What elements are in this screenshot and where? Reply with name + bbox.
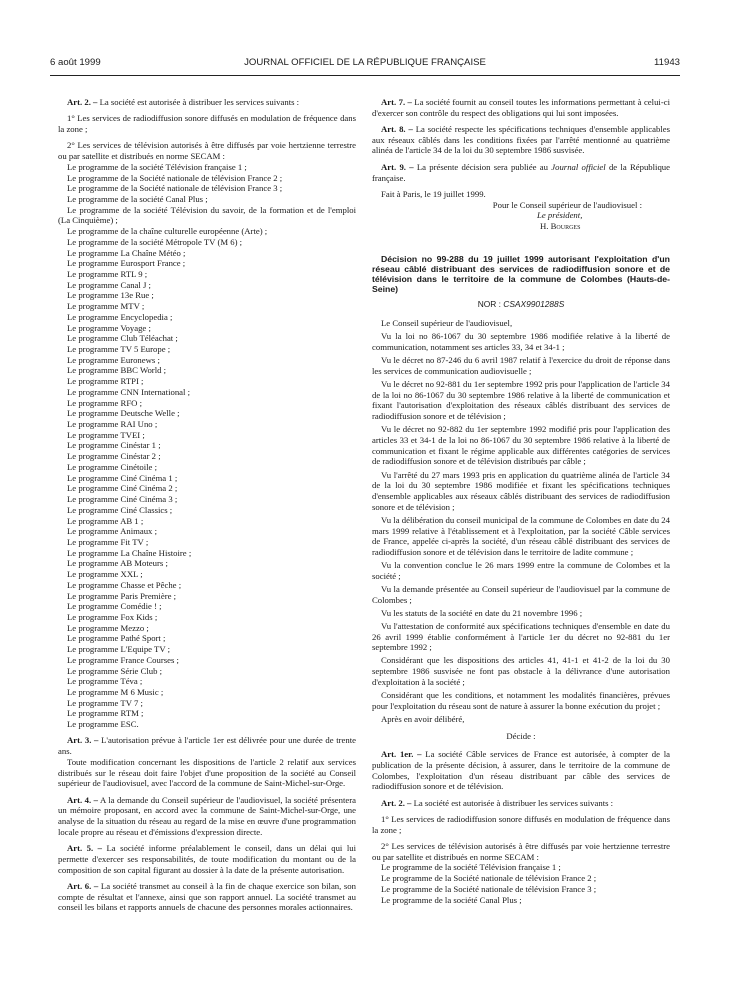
programme-item: Le programme Téva ; (67, 676, 143, 687)
programme-item: Le programme Encyclopedia ; (67, 311, 173, 322)
visa-item: Considérant que les dispositions des articles 41, 41-1 et 41-2 de la loi du 30 septembre 1986 susvisée ne font pas obstacle à la délivrance d'une autorisation d'exploitation à la société ; (372, 655, 670, 687)
programme-item: Le programme Voyage ; (67, 322, 151, 333)
programme-item: Le programme RTL 9 ; (67, 268, 148, 279)
programme-item: Le programme Série Club ; (67, 665, 163, 676)
programme-item: Le programme de la Société nationale de télévision France 3 ; (67, 183, 283, 194)
page-header (50, 56, 680, 70)
programme-item: Le programme La Chaîne Histoire ; (67, 547, 192, 558)
article-4: Art. 4. – A la demande du Conseil supérieur de l'audiovisuel, la société présentera un mémoire proposant, en accord avec la commune de Saint-Michel-sur-Orge, une analyse de la situation du réseau au regard de la mise en œuvre d'une programmation locale propre au réseau et d'émissions d'expression directe. (58, 794, 357, 837)
programme-item: Le programme Mezzo ; (67, 622, 149, 633)
paragraph-radio-services: 1° Les services de radiodiffusion sonore diffusés en modulation de fréquence dans la zone ; (58, 113, 356, 135)
programme-item: Le programme Fit TV ; (67, 536, 149, 547)
programme-item: Le programme de la Société nationale de télévision France 3 ; (381, 883, 597, 894)
programme-item: Le programme ESC. (67, 719, 139, 730)
programme-item: Le programme Animaux ; (67, 526, 157, 537)
programme-item: Le programme Deutsche Welle ; (67, 408, 180, 419)
signature-role: Le président, (537, 210, 583, 221)
article-6: Art. 6. – La société transmet au conseil à la fin de chaque exercice son bilan, son compte de résultat et l'annexe, ainsi que son rapport annuel. La société transmet au conseil les bilans et rapports annuels de chacune des personnes morales actionnaires. (58, 880, 356, 913)
programme-item: Le programme La Chaîne Météo ; (67, 247, 186, 258)
programme-item: Le programme AB 1 ; (67, 515, 144, 526)
visa-item: Vu le décret no 92-881 du 1er septembre 1992 pris pour l'application de l'article 34 de la loi no 86-1067 du 30 septembre 1986 relative à la liberté de communication et fixant l'autorisation d'exploitation des réseaux câblés distribuant des services de radiodiffusion sonore et de télévision ; (372, 378, 670, 422)
programme-item: Le programme de la société Canal Plus ; (381, 894, 522, 905)
paragraph-tv-services: 2° Les services de télévision autorisés à être diffusés par voie hertzienne terrestre ou par satellite et distribués en norme SECAM : (58, 140, 356, 162)
programme-item: Le programme AB Moteurs ; (67, 558, 168, 569)
programme-item: Le programme MTV ; (67, 301, 145, 312)
visa-item: Considérant que les conditions, et notamment les modalités financières, prévues pour l'exploitation du réseau sont de nature à assurer la bonne exécution du projet ; (372, 689, 670, 711)
programme-item: Le programme Ciné Classics ; (67, 504, 173, 515)
programme-item: Le programme RFO ; (67, 397, 143, 408)
programme-item: Le programme Cinétoile ; (67, 461, 157, 472)
programme-item: Le programme Cinéstar 2 ; (67, 451, 161, 462)
nor-reference: NOR : CSAX9901288S (477, 298, 565, 309)
visa-item: Vu le décret no 87-246 du 6 avril 1987 relatif à l'exercice du droit de réponse dans les services de communication audiovisuelle ; (372, 355, 670, 376)
programme-item: Le programme de la Société nationale de télévision France 2 ; (381, 873, 597, 884)
paragraph-tv-services-right: 2° Les services de télévision autorisés à être diffusés par voie hertzienne terrestre ou par satellite et distribués en norme SECAM : (372, 840, 670, 862)
visa-list (372, 318, 670, 724)
programme-item: Le programme Comédie ! ; (67, 601, 162, 612)
article-3-paragraph-2: Toute modification concernant les dispositions de l'article 2 relatif aux services distribués sur le réseau doit faire l'objet d'une proposition de la société au Conseil supérieur de l'audiovisuel, avec l'accord de la commune de Saint-Michel-sur-Orge. (58, 756, 356, 789)
programme-list-right (372, 862, 670, 905)
visa-item: Vu la convention conclue le 26 mars 1999 entre la commune de Colombes et la société ; (372, 560, 670, 581)
article-2-right: Art. 2. – La société est autorisée à distribuer les services suivants : (381, 797, 614, 808)
programme-item: Le programme Paris Première ; (67, 590, 177, 601)
programme-item: Le programme France Courses ; (67, 654, 179, 665)
programme-item: Le programme de la société Canal Plus ; (67, 193, 208, 204)
left-column (58, 97, 356, 913)
programme-item: Le programme Fox Kids ; (67, 611, 158, 622)
visa-item: Après en avoir délibéré, (381, 713, 465, 724)
programme-item: Le programme de la société Télévision française 1 ; (67, 161, 247, 172)
programme-item: Le programme de la chaîne culturelle européenne (Arte) ; (67, 226, 268, 237)
programme-item: Le programme BBC World ; (67, 365, 167, 376)
visa-item: Le Conseil supérieur de l'audiovisuel, (381, 318, 513, 329)
header-journal-title: JOURNAL OFFICIEL DE LA RÉPUBLIQUE FRANÇAISE (244, 57, 486, 68)
visa-item: Vu le décret no 92-882 du 1er septembre 1992 modifié pris pour l'application des articles 33 et 34-1 de la loi no 86-1067 du 30 septembre 1986 relative à la liberté de communication et fixant le régime applicable aux différentes catégories de services de radiodiffusion sonore et de télévision distribués par câble ; (372, 424, 670, 467)
programme-item: Le programme L'Equipe TV ; (67, 644, 171, 655)
right-column (372, 97, 670, 905)
programme-item: Le programme TVEI ; (67, 429, 145, 440)
programme-list-left (58, 162, 356, 730)
programme-item: Le programme de la société Télévision française 1 ; (381, 862, 561, 873)
programme-item: Le programme Pathé Sport ; (67, 633, 166, 644)
programme-item: Le programme Eurosport France ; (67, 258, 186, 269)
programme-item: Le programme RAI Uno ; (67, 419, 158, 430)
programme-item: Le programme Ciné Cinéma 2 ; (67, 483, 178, 494)
programme-item: Le programme de la société Métropole TV (M 6) ; (67, 236, 243, 247)
programme-item: Le programme Ciné Cinéma 3 ; (67, 494, 178, 505)
programme-item: Le programme XXL ; (67, 569, 143, 580)
signature-pour: Pour le Conseil supérieur de l'audiovisuel : (492, 199, 642, 210)
paragraph-radio-services-right: 1° Les services de radiodiffusion sonore diffusés en modulation de fréquence dans la zone ; (372, 813, 670, 835)
visa-item: Vu l'arrêté du 27 mars 1993 pris en application du quatrième alinéa de l'article 34 de la loi du 30 septembre 1986 modifiée et fixant les spécifications techniques d'ensemble applicables aux réseaux câblés distribuant des services de radiodiffusion sonore et de télévision ; (372, 469, 670, 512)
visa-item: Vu la loi no 86-1067 du 30 septembre 1986 modifiée relative à la liberté de communication, notamment ses articles 33, 34 et 34-1 ; (372, 331, 670, 353)
header-page-number: 11943 (654, 57, 680, 68)
programme-item: Le programme de la société Télévision du savoir, de la formation et de l'emploi (La Cinquième) ; (58, 204, 356, 226)
article-2-left: Art. 2. – La société est autorisée à distribuer les services suivants : (67, 97, 300, 107)
article-8: Art. 8. – La société respecte les spécifications techniques d'ensemble applicables aux réseaux câblés dans les conditions fixées par l'arrêté mentionné au quatrième alinéa de l'article 34 de la loi du 30 septembre 1986 susvisée. (372, 124, 670, 156)
decision-title: Décision no 99-288 du 19 juillet 1999 autorisant l'exploitation d'un réseau câblé distribuant des services de radiodiffusion sonore et de télévision dans le territoire de la commune de Colombes (Hauts-de-Seine) (372, 253, 670, 295)
visa-item: Vu la demande présentée au Conseil supérieur de l'audiovisuel par la commune de Colombes ; (372, 583, 670, 605)
programme-item: Le programme RTPI ; (67, 376, 144, 387)
programme-item: Le programme Chasse et Pêche ; (67, 579, 182, 590)
article-9: Art. 9. – La présente décision sera publiée au Journal officiel de la République française. (372, 161, 671, 183)
visa-item: Vu les statuts de la société en date du 21 novembre 1996 ; (381, 607, 583, 618)
programme-item: Le programme RTM ; (67, 708, 144, 719)
programme-item: Le programme Cinéstar 1 ; (67, 440, 161, 451)
visa-item: Vu la délibération du conseil municipal de la commune de Colombes en date du 24 mars 1999 relative à l'établissement et à l'exploitation, par la société Câble services de France, appelée ci-après la société, d'un réseau câblé distribuant des services de radiodiffusion sonore et de télévision dans le territoire de ladite commune ; (372, 514, 670, 557)
programme-item: Le programme M 6 Music ; (67, 687, 164, 697)
fait-a-paris: Fait à Paris, le 19 juillet 1999. (381, 188, 486, 199)
decide-heading: Décide : (506, 731, 536, 742)
programme-item: Le programme Canal J ; (67, 279, 151, 290)
programme-item: Le programme TV 7 ; (67, 697, 143, 708)
header-date: 6 août 1999 (50, 57, 101, 68)
programme-item: Le programme CNN International ; (67, 386, 191, 397)
article-7: Art. 7. – La société fournit au conseil toutes les informations permettant à celui-ci d'exercer son contrôle du respect des obligations qui lui sont imposées. (372, 97, 670, 118)
programme-item: Le programme 13e Rue ; (67, 290, 154, 301)
header-rule (50, 75, 680, 76)
programme-item: Le programme de la Société nationale de télévision France 2 ; (67, 172, 283, 183)
programme-item: Le programme Euronews ; (67, 354, 160, 365)
programme-item: Le programme Club Téléachat ; (67, 333, 178, 344)
article-1-right: Art. 1er. – La société Câble services de France est autorisée, à compter de la publication de la présente décision, à assurer, dans le territoire de la commune de Colombes, l'exploitation d'un réseau distribuant par câble des services de radiodiffusion sonore et de télévision. (372, 749, 670, 792)
programme-item: Le programme TV 5 Europe ; (67, 344, 171, 354)
article-5: Art. 5. – La société informe préalablement le conseil, dans un délai qui lui permette d'exercer ses responsabilités, de toute modification du montant ou de la composition de son capital figurant au dossier à la date de la présente autorisation. (58, 843, 356, 875)
visa-item: Vu l'attestation de conformité aux spécifications techniques d'ensemble en date du 26 avril 1999 établie conformément à l'article 1er du décret no 92-881 du 1er septembre 1992 ; (372, 620, 670, 653)
programme-item: Le programme Ciné Cinéma 1 ; (67, 472, 178, 483)
article-3: Art. 3. – L'autorisation prévue à l'article 1er est délivrée pour une durée de trente ans. (58, 735, 356, 757)
signature-name: H. Bourges (540, 220, 581, 231)
